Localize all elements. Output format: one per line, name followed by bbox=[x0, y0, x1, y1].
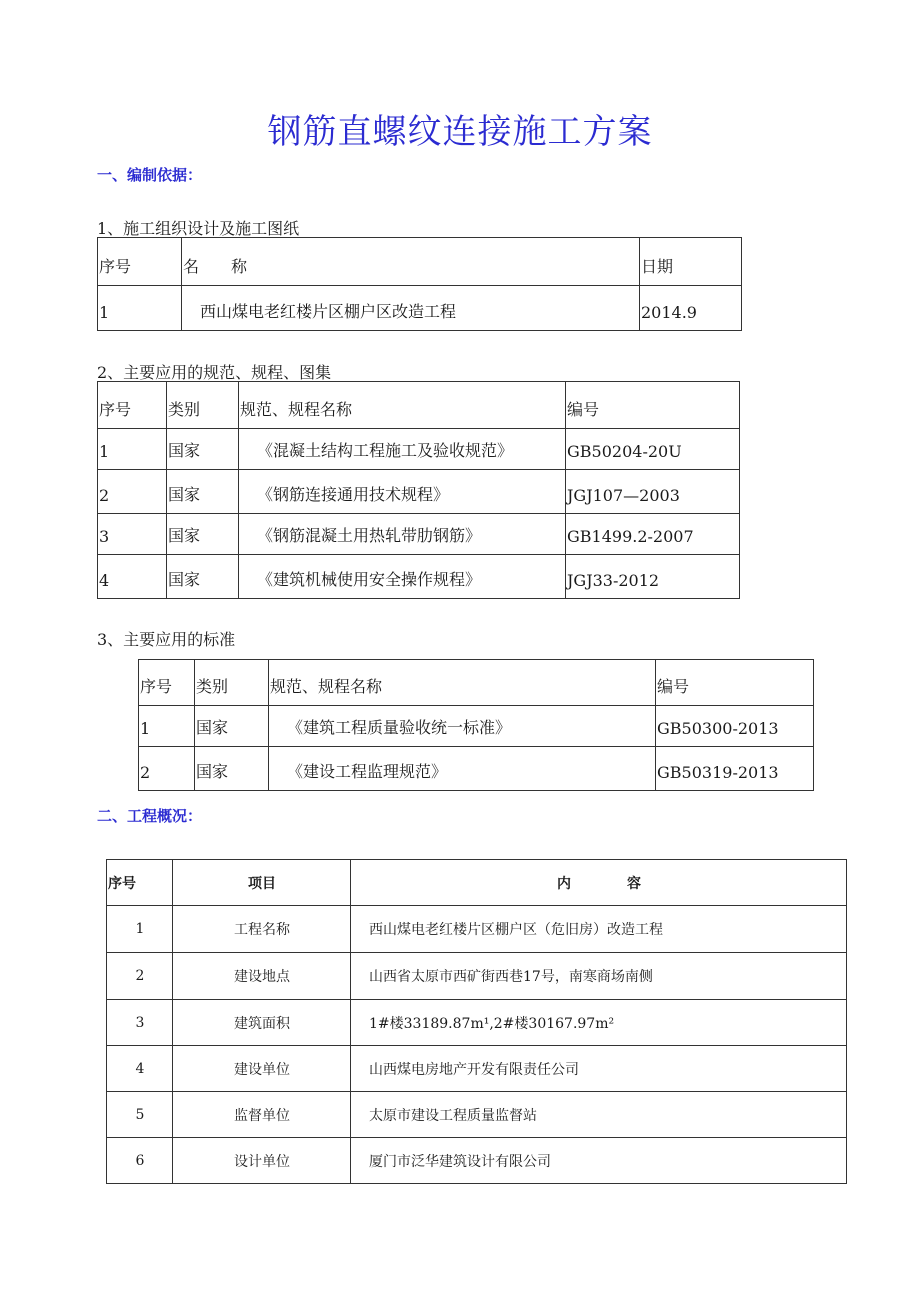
table-cell: 1 bbox=[107, 906, 173, 953]
table-cell: 西山煤电老红楼片区棚户区改造工程 bbox=[182, 286, 640, 331]
table-cell: 国家 bbox=[167, 470, 239, 514]
table-cell: 《建设工程监理规范》 bbox=[269, 747, 656, 791]
table-row bbox=[139, 747, 814, 791]
table-cell: 设计单位 bbox=[173, 1138, 351, 1184]
table-row bbox=[98, 555, 740, 599]
table-cell: 2 bbox=[139, 747, 195, 791]
table-row bbox=[98, 470, 740, 514]
document-title: 钢筋直螺纹连接施工方案 bbox=[267, 112, 653, 152]
header-cell: 序号 bbox=[98, 238, 182, 286]
table-cell: GB50319-2013 bbox=[656, 747, 814, 791]
table-cell: 1#楼33189.87m¹,2#楼30167.97m² bbox=[351, 1000, 847, 1046]
codes-table bbox=[97, 381, 740, 599]
table-row bbox=[107, 1000, 847, 1046]
header-cell: 日期 bbox=[640, 238, 742, 286]
table-cell: 监督单位 bbox=[173, 1092, 351, 1138]
table-header-row bbox=[98, 382, 740, 429]
table-cell: 1 bbox=[98, 286, 182, 331]
table-cell: 3 bbox=[107, 1000, 173, 1046]
table-cell: 山西煤电房地产开发有限责任公司 bbox=[351, 1046, 847, 1092]
table-cell: 太原市建设工程质量监督站 bbox=[351, 1092, 847, 1138]
table-row bbox=[98, 514, 740, 555]
table-cell: JGJ33-2012 bbox=[566, 555, 740, 599]
section-heading-overview: 二、工程概况： bbox=[97, 807, 203, 825]
table-cell: 4 bbox=[107, 1046, 173, 1092]
table-row bbox=[107, 1046, 847, 1092]
table-cell: 国家 bbox=[195, 747, 269, 791]
table-cell: 《钢筋连接通用技术规程》 bbox=[239, 470, 566, 514]
table3-heading: 3、主要应用的标准 bbox=[97, 630, 236, 649]
table-row bbox=[107, 1092, 847, 1138]
header-cell: 序号 bbox=[139, 660, 195, 706]
header-cell: 编号 bbox=[656, 660, 814, 706]
header-cell: 项目 bbox=[173, 860, 351, 906]
table-cell: GB50300-2013 bbox=[656, 706, 814, 747]
table-cell: 2 bbox=[107, 953, 173, 1000]
drawings-table bbox=[97, 237, 742, 331]
section-heading-basis: 一、编制依据： bbox=[97, 166, 203, 184]
table-cell: 4 bbox=[98, 555, 167, 599]
table-cell: 5 bbox=[107, 1092, 173, 1138]
table-cell: 2 bbox=[98, 470, 167, 514]
table-row bbox=[139, 706, 814, 747]
table-cell: 2014.9 bbox=[640, 286, 742, 331]
table-cell: 《钢筋混凝土用热轧带肋钢筋》 bbox=[239, 514, 566, 555]
table-cell: 1 bbox=[139, 706, 195, 747]
header-cell: 内 容 bbox=[351, 860, 847, 906]
table-cell: 建设单位 bbox=[173, 1046, 351, 1092]
table-cell: 《混凝土结构工程施工及验收规范》 bbox=[239, 429, 566, 470]
table1-heading: 1、施工组织设计及施工图纸 bbox=[97, 219, 300, 238]
table-cell: 国家 bbox=[167, 514, 239, 555]
table-cell: 建筑面积 bbox=[173, 1000, 351, 1046]
table2-heading: 2、主要应用的规范、规程、图集 bbox=[97, 363, 332, 382]
table-cell: 建设地点 bbox=[173, 953, 351, 1000]
table-cell: 山西省太原市西矿街西巷17号，南寒商场南侧 bbox=[351, 953, 847, 1000]
header-cell: 类别 bbox=[167, 382, 239, 429]
table-cell: JGJ107—2003 bbox=[566, 470, 740, 514]
header-cell: 类别 bbox=[195, 660, 269, 706]
table-header-row bbox=[107, 860, 847, 906]
header-cell: 规范、规程名称 bbox=[269, 660, 656, 706]
table-row bbox=[107, 906, 847, 953]
table-header-row bbox=[98, 238, 742, 286]
table-row bbox=[107, 953, 847, 1000]
table-cell: 厦门市泛华建筑设计有限公司 bbox=[351, 1138, 847, 1184]
table-row bbox=[98, 286, 742, 331]
standards-table bbox=[138, 659, 814, 791]
table-cell: 6 bbox=[107, 1138, 173, 1184]
table-cell: 《建筑工程质量验收统一标准》 bbox=[269, 706, 656, 747]
table-cell: 国家 bbox=[195, 706, 269, 747]
header-cell: 规范、规程名称 bbox=[239, 382, 566, 429]
table-cell: GB1499.2-2007 bbox=[566, 514, 740, 555]
table-cell: 西山煤电老红楼片区棚户区（危旧房）改造工程 bbox=[351, 906, 847, 953]
table-cell: GB50204-20U bbox=[566, 429, 740, 470]
table-cell: 国家 bbox=[167, 429, 239, 470]
table-cell: 3 bbox=[98, 514, 167, 555]
table-cell: 国家 bbox=[167, 555, 239, 599]
table-header-row bbox=[139, 660, 814, 706]
table-row bbox=[107, 1138, 847, 1184]
header-cell: 名 称 bbox=[182, 238, 640, 286]
header-cell: 序号 bbox=[98, 382, 167, 429]
table-cell: 《建筑机械使用安全操作规程》 bbox=[239, 555, 566, 599]
header-cell: 序号 bbox=[107, 860, 173, 906]
project-overview-table bbox=[106, 859, 847, 1184]
table-cell: 1 bbox=[98, 429, 167, 470]
header-cell: 编号 bbox=[566, 382, 740, 429]
table-cell: 工程名称 bbox=[173, 906, 351, 953]
table-row bbox=[98, 429, 740, 470]
